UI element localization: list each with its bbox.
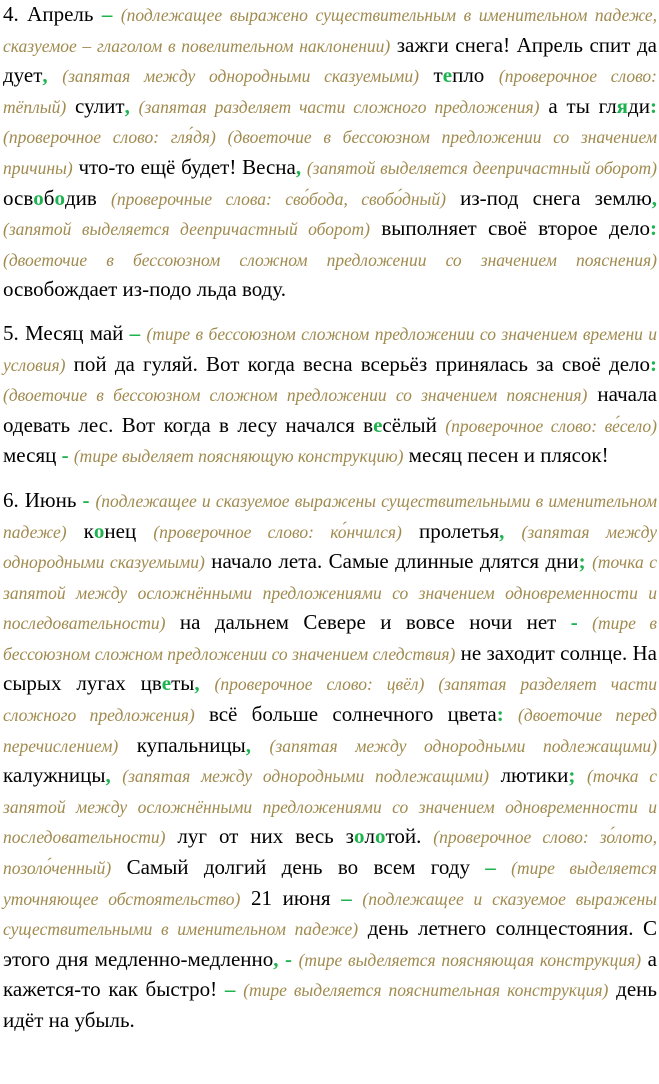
highlight-mark: -: [82, 487, 90, 512]
text-segment: лютики: [489, 763, 569, 788]
text-segment: не заходит солнце. На сырых лугах цв: [3, 640, 657, 696]
annotation-note: (запятой выделяется деепричастный оборот): [3, 219, 370, 240]
highlight-mark: е: [373, 412, 383, 437]
text-segment: [578, 610, 592, 634]
highlight-mark: :: [649, 93, 657, 118]
highlight-mark: , -: [273, 946, 293, 971]
annotation-note: (подлежащее и сказуемое выражены существительными в именительном падеже): [3, 490, 657, 542]
text-segment: что-то ещё будет! Весна: [72, 154, 296, 179]
annotation-note: (запятая между однородными сказуемыми): [62, 66, 419, 87]
text-segment: ди: [628, 93, 650, 118]
annotation-note: (проверочное слово: цвёл) (запятая разделяет части сложного предложения): [3, 674, 657, 726]
text-segment: пой да гуляй. Вот когда весна всерьёз принялась за своё дело: [65, 351, 650, 376]
text-segment: [111, 763, 123, 787]
text-segment: [496, 855, 511, 879]
text-segment: [112, 2, 120, 26]
highlight-mark: ,: [295, 154, 302, 179]
text-segment: [48, 63, 63, 87]
text-segment: ты: [171, 671, 195, 696]
annotation-note: (подлежащее и сказуемое выражены существительными в именительном падеже): [3, 888, 658, 940]
highlight-mark: е: [161, 671, 172, 696]
text-segment: начало лета. Самые длинные длятся дни: [204, 549, 579, 574]
text-segment: выполняет своё второе дело: [369, 216, 650, 241]
annotation-note: (проверочное слово: ве́село): [445, 415, 658, 436]
text-segment: а ты гл: [539, 93, 617, 118]
highlight-mark: :: [650, 216, 657, 241]
highlight-mark: -: [570, 610, 578, 635]
highlight-mark: е: [442, 63, 453, 88]
highlight-mark: –: [101, 2, 113, 26]
highlight-mark: о: [54, 185, 65, 210]
highlight-mark: ;: [568, 763, 576, 788]
text-segment: 5. Месяц май: [3, 320, 130, 345]
text-segment: день идёт на убыль.: [3, 977, 658, 1032]
annotation-note: (двоеточие перед перечислением): [3, 705, 658, 756]
highlight-mark: о: [374, 824, 386, 849]
paragraph-4: [3, 0, 657, 305]
text-segment: а кажется-то как быстро!: [3, 946, 657, 1002]
text-segment: зажги снега! Апрель спит да дует: [3, 32, 657, 88]
annotation-note: (тире в бессоюзном сложном предложении со значением следствия): [3, 613, 658, 664]
annotation-note: (запятая между однородными подлежащими): [269, 735, 658, 756]
annotation-note: (тире в бессоюзном сложном предложении со значением времени и условия): [3, 323, 658, 375]
text-segment: 21 июня: [240, 885, 342, 910]
annotation-note: (тире выделяет поясняющую конструкцию): [73, 446, 404, 467]
annotation-note: (проверочные слова: сво́бода, свобо́дный): [111, 188, 446, 209]
annotation-note: (точка с запятой между осложнёнными предложениями со значением одновременности и последовательности): [3, 766, 658, 848]
highlight-mark: о: [33, 185, 44, 210]
highlight-mark: ,: [42, 63, 48, 88]
text-segment: сёлый: [382, 412, 446, 437]
annotation-note: (запятой выделяется деепричастный оборот): [306, 157, 658, 178]
text-segment: на дальнем Севере и вовсе ночи нет: [165, 610, 571, 635]
annotation-note: (тире выделяется уточняющее обстоятельство): [3, 858, 658, 909]
annotation-note: (подлежащее выражено существительным в именительном падеже, сказуемое – глаголом в повелительном наклонении): [3, 5, 658, 56]
highlight-mark: ,: [124, 93, 130, 118]
text-segment: [504, 519, 521, 543]
text-segment: т: [418, 63, 443, 88]
text-segment: день летнего солнцестояния. С этого дня медленно-медленно: [3, 916, 657, 971]
annotation-note: (двоеточие в бессоюзном сложном предложении со значением пояснения): [3, 385, 588, 406]
highlight-mark: -: [61, 443, 69, 468]
text-segment: осв: [3, 185, 34, 210]
text-segment: начала одевать лес. Вот когда в лесу начался в: [3, 382, 657, 437]
text-segment: купальницы: [118, 732, 246, 757]
text-segment: луг от них весь з: [165, 824, 354, 849]
text-segment: пло: [452, 63, 499, 88]
text-segment: [130, 94, 139, 118]
annotation-note: (двоеточие в бессоюзном сложном предложении со значением пояснения): [3, 249, 657, 270]
annotation-note: (проверочное слово: тёплый): [3, 66, 658, 117]
text-segment: всё больше солнечного цвета: [194, 702, 497, 727]
text-segment: освобождает из-подо льда воду.: [3, 277, 286, 302]
text-segment: див: [64, 185, 111, 210]
highlight-mark: ,: [651, 185, 658, 210]
annotation-note: (проверочное слово: ко́нчился): [153, 521, 402, 542]
text-segment: месяц песен и плясок!: [403, 443, 609, 468]
highlight-mark: –: [224, 977, 236, 1002]
highlight-mark: ,: [105, 763, 111, 788]
text-segment: [200, 671, 215, 695]
text-segment: [352, 886, 363, 910]
text-segment: к: [66, 518, 94, 543]
annotation-note: (проверочное слово: зо́лото, позоло́ченный): [3, 827, 657, 879]
text-segment: 4. Апрель: [3, 2, 102, 26]
highlight-mark: :: [650, 351, 657, 376]
highlight-mark: ;: [578, 549, 586, 574]
annotation-note: (запятая между однородными подлежащими): [122, 766, 489, 787]
text-segment: из-под снега землю: [445, 185, 652, 210]
text-segment: б: [43, 185, 55, 210]
paragraph-6: [3, 486, 657, 1036]
text-segment: л: [364, 824, 375, 849]
paragraph-5: [3, 319, 657, 472]
highlight-mark: –: [341, 885, 352, 910]
highlight-mark: о: [353, 824, 365, 849]
text-segment: 6. Июнь: [3, 487, 83, 512]
highlight-mark: –: [129, 320, 141, 345]
annotation-note: (тире выделяется пояснительная конструкция): [243, 980, 609, 1001]
text-segment: Самый долгий день во всем году: [111, 855, 486, 880]
highlight-mark: ,: [499, 518, 505, 543]
highlight-mark: я: [616, 93, 629, 118]
annotation-note: (точка с запятой между осложнёнными предложениями со значением одновременности и последовательности): [3, 552, 658, 634]
annotation-note: (запятая между однородными сказуемыми): [3, 521, 657, 573]
text-segment: [251, 733, 270, 757]
text-segment: пролетья: [401, 518, 500, 543]
annotation-note: (проверочное слово: гля́дя) (двоеточие в бессоюзном предложении со значением причины): [3, 127, 657, 178]
annotation-note: (запятая разделяет части сложного предложения): [138, 96, 540, 117]
text-segment: [504, 702, 518, 726]
text-segment: нец: [104, 518, 154, 543]
highlight-mark: ,: [245, 732, 252, 757]
text-segment: той.: [385, 824, 434, 849]
text-segment: калужницы: [3, 763, 106, 788]
highlight-mark: ,: [194, 671, 200, 696]
text-segment: месяц: [3, 443, 62, 468]
highlight-mark: –: [485, 855, 496, 880]
text-segment: сулит: [66, 93, 125, 118]
text-segment: [575, 763, 587, 787]
highlight-mark: :: [496, 702, 504, 727]
annotation-note: (тире выделяется поясняющая конструкция): [298, 949, 642, 970]
highlight-mark: о: [93, 518, 105, 543]
